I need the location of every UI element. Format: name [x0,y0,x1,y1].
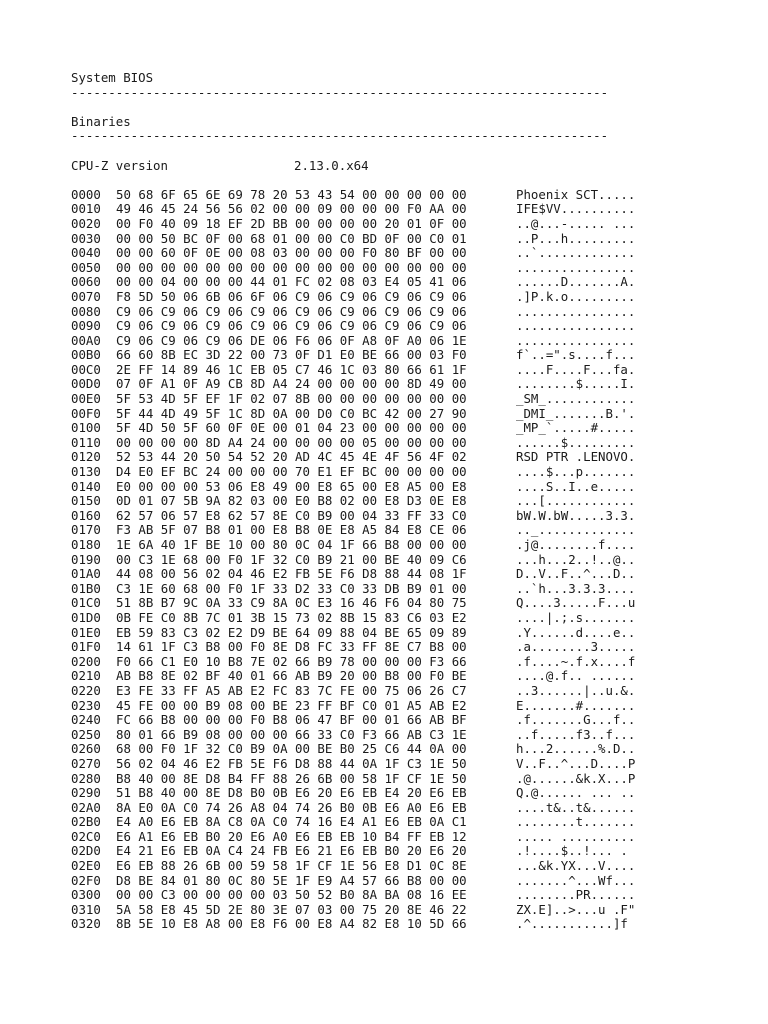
hex-ascii: ..`h...3.3.3.... [516,580,636,596]
hex-address: 0090 [71,318,101,334]
hex-ascii: _MP_`.....#..... [516,420,636,436]
hexdump-row [71,655,711,670]
hexdump-row [71,888,711,903]
hex-bytes: EB 59 83 C3 02 E2 D9 BE 64 09 88 04 BE 65 09 89 [116,624,467,640]
hexdump-row [71,917,711,932]
spacer [71,173,711,188]
hex-ascii: .f....~.f.x....f [516,653,636,669]
hex-address: 0310 [71,901,101,917]
hexdump-row [71,465,711,480]
hex-ascii: .......^...Wf... [516,872,636,888]
hexdump-block [71,188,711,932]
hex-ascii: ...&k.YX...V.... [516,858,636,874]
hex-bytes: E3 FE 33 FF A5 AB E2 FC 83 7C FE 00 75 06 26 C7 [116,682,467,698]
hexdump-row [71,494,711,509]
hex-bytes: 66 60 8B EC 3D 22 00 73 0F D1 E0 BE 66 00 03 F0 [116,347,467,363]
hex-ascii: ....@.f.. ...... [516,668,636,684]
hexdump-row [71,261,711,276]
hexdump-row [71,334,711,349]
hex-address: 02E0 [71,858,101,874]
hex-bytes: 51 B8 40 00 8E D8 B0 0B E6 20 E6 EB E4 20 E6 EB [116,785,467,801]
hex-address: 0220 [71,682,101,698]
hexdump-row [71,363,711,378]
hex-address: 0010 [71,201,101,217]
hex-address: 0000 [71,186,101,202]
hex-bytes: 45 FE 00 00 B9 08 00 BE 23 FF BF C0 01 A5 AB E2 [116,697,467,713]
hex-address: 0150 [71,493,101,509]
hexdump-row [71,684,711,699]
hex-ascii: .]P.k.o......... [516,288,636,304]
hex-bytes: 00 C3 1E 68 00 F0 1F 32 C0 B9 21 00 BE 40 09 C6 [116,551,467,567]
hex-ascii: ................ [516,318,636,334]
hex-address: 02A0 [71,799,101,815]
hex-ascii: ..3......|..u.&. [516,682,636,698]
version-row [71,159,711,174]
hex-bytes: 51 8B B7 9C 0A 33 C9 8A 0C E3 16 46 F6 04 80 75 [116,595,467,611]
hexdump-row [71,611,711,626]
hex-ascii: ..`............. [516,245,636,261]
hex-address: 01A0 [71,566,101,582]
hexdump-row [71,582,711,597]
hex-address: 01D0 [71,609,101,625]
hex-ascii: ZX.E]..>...u .F" [516,901,636,917]
hex-address: 0130 [71,464,101,480]
hex-address: 02D0 [71,843,101,859]
hex-ascii: ....F....F...fa. [516,361,636,377]
hex-address: 02F0 [71,872,101,888]
hexdump-row [71,596,711,611]
hexdump-row [71,523,711,538]
hex-bytes: 00 00 50 BC 0F 00 68 01 00 00 C0 BD 0F 00 C0 01 [116,230,467,246]
hex-address: 0260 [71,741,101,757]
hex-bytes: B8 40 00 8E D8 B4 FF 88 26 6B 00 58 1F CF 1E 50 [116,770,467,786]
hexdump-row [71,626,711,641]
hexdump-row [71,553,711,568]
hex-address: 0060 [71,274,101,290]
hex-bytes: 80 01 66 B9 08 00 00 00 66 33 C0 F3 66 AB C3 1E [116,726,467,742]
hex-ascii: .j@........f.... [516,537,636,552]
hexdump-row [71,450,711,465]
hex-bytes: 5A 58 E8 45 5D 2E 80 3E 07 03 00 75 20 8E 46 22 [116,901,467,917]
hex-ascii: ......D.......A. [516,274,636,290]
hex-bytes: D4 E0 EF BC 24 00 00 00 70 E1 EF BC 00 00 00 00 [116,464,467,480]
hex-bytes: E4 A0 E6 EB 8A C8 0A C0 74 16 E4 A1 E6 EB 0A C1 [116,814,467,830]
hex-address: 00C0 [71,361,101,377]
hex-address: 00A0 [71,332,101,348]
hex-bytes: D8 BE 84 01 80 0C 80 5E 1F E9 A4 57 66 B8 00 00 [116,872,467,888]
hexdump-row [71,217,711,232]
hexdump-row [71,305,711,320]
hex-bytes: F8 5D 50 06 6B 06 6F 06 C9 06 C9 06 C9 06 C9 06 [116,288,467,304]
hexdump-row [71,246,711,261]
hexdump-row [71,436,711,451]
hex-bytes: E6 A1 E6 EB B0 20 E6 A0 E6 EB EB 10 B4 FF EB 12 [116,828,467,844]
hex-ascii: ...h...2..!..@.. [516,551,636,567]
hex-bytes: 0D 01 07 5B 9A 82 03 00 E0 B8 02 00 E8 D3 0E E8 [116,493,467,509]
bios-report-document [71,71,711,932]
hex-ascii: .f.......G...f.. [516,712,636,728]
hex-bytes: 62 57 06 57 E8 62 57 8E C0 B9 00 04 33 FF 33 C0 [116,507,467,523]
hex-bytes: 0B FE C0 8B 7C 01 3B 15 73 02 8B 15 83 C6 03 E2 [116,609,467,625]
hexdump-row [71,742,711,757]
subsection-separator: ------------------------------------------------------------------------ [71,129,609,144]
hexdump-row [71,421,711,436]
hexdump-row [71,377,711,392]
hex-ascii: _SM_............ [516,391,636,407]
hex-address: 00E0 [71,391,101,407]
hexdump-row [71,757,711,772]
spacer [71,100,711,115]
hex-ascii: Q....3.....F...u [516,595,636,611]
hex-bytes: C3 1E 60 68 00 F0 1F 33 D2 33 C0 33 DB B9 01 00 [116,580,467,596]
hex-address: 02B0 [71,814,101,830]
hex-ascii: ....t&..t&...... [516,799,636,815]
hexdump-row [71,348,711,363]
hex-bytes: C9 06 C9 06 C9 06 C9 06 C9 06 C9 06 C9 06 C9 06 [116,303,467,319]
hex-address: 0160 [71,507,101,523]
hex-address: 00D0 [71,376,101,392]
hex-address: 0270 [71,755,101,771]
hexdump-row [71,290,711,305]
hex-ascii: ................ [516,303,636,319]
hex-ascii: V..F..^...D....P [516,755,636,771]
hexdump-row [71,640,711,655]
hex-address: 0320 [71,916,101,932]
hex-address: 0190 [71,551,101,567]
hexdump-row [71,903,711,918]
hex-ascii: ....S..I..e..... [516,478,636,494]
hex-bytes: 00 F0 40 09 18 EF 2D BB 00 00 00 00 20 01 0F 00 [116,215,467,231]
hex-ascii: ..... .......... [516,828,636,844]
hex-address: 0300 [71,887,101,903]
hex-bytes: C9 06 C9 06 C9 06 DE 06 F6 06 0F A8 0F A0 06 1E [116,332,467,348]
hex-bytes: 14 61 1F C3 B8 00 F0 8E D8 FC 33 FF 8E C7 B8 00 [116,639,467,655]
hex-bytes: 1E 6A 40 1F BE 10 00 80 0C 04 1F 66 B8 00 00 00 [116,537,467,552]
hex-ascii: Phoenix SCT..... [516,186,636,202]
hexdump-row [71,713,711,728]
hex-address: 0020 [71,215,101,231]
hex-address: 0140 [71,478,101,494]
hexdump-row [71,232,711,247]
hex-ascii: ........PR...... [516,887,636,903]
hex-address: 0080 [71,303,101,319]
hex-bytes: C9 06 C9 06 C9 06 C9 06 C9 06 C9 06 C9 06 C9 06 [116,318,467,334]
hex-address: 0280 [71,770,101,786]
hex-bytes: FC 66 B8 00 00 00 F0 B8 06 47 BF 00 01 66 AB BF [116,712,467,728]
hex-bytes: 52 53 44 20 50 54 52 20 AD 4C 45 4E 4F 56 4F 02 [116,449,467,465]
hex-address: 0030 [71,230,101,246]
hex-bytes: 00 00 60 0F 0E 00 08 03 00 00 00 F0 80 BF 00 00 [116,245,467,261]
hex-address: 01E0 [71,624,101,640]
hex-ascii: ..f.....f3..f... [516,726,636,742]
hex-bytes: E4 21 E6 EB 0A C4 24 FB E6 21 E6 EB B0 20 E6 20 [116,843,467,859]
hex-ascii: .._............. [516,522,636,538]
hex-address: 0210 [71,668,101,684]
hex-bytes: 8B 5E 10 E8 A8 00 E8 F6 00 E8 A4 82 E8 10 5D 66 [116,916,467,932]
hexdump-row [71,728,711,743]
hex-ascii: E.......#....... [516,697,636,713]
hex-bytes: 2E FF 14 89 46 1C EB 05 C7 46 1C 03 80 66 61 1F [116,361,467,377]
hexdump-row [71,509,711,524]
hexdump-row [71,844,711,859]
hexdump-row [71,786,711,801]
hex-address: 00F0 [71,405,101,421]
hex-ascii: ........$.....I. [516,376,636,392]
hex-address: 0290 [71,785,101,801]
hex-bytes: 49 46 45 24 56 56 02 00 00 09 00 00 00 F0 AA 00 [116,201,467,217]
hex-address: 0180 [71,537,101,552]
version-label: CPU-Z version [71,157,168,173]
hex-address: 0110 [71,434,101,450]
hex-ascii: D..V..F..^...D.. [516,566,636,582]
hexdump-row [71,392,711,407]
hex-address: 01C0 [71,595,101,611]
hex-ascii: ......$......... [516,434,636,450]
hex-bytes: F3 AB 5F 07 B8 01 00 E8 B8 0E E8 A5 84 E8 CE 06 [116,522,467,538]
hex-bytes: 00 00 04 00 00 00 44 01 FC 02 08 03 E4 05 41 06 [116,274,467,290]
hex-bytes: 5F 44 4D 49 5F 1C 8D 0A 00 D0 C0 BC 42 00 27 90 [116,405,467,421]
hex-ascii: _DMI_.......B.'. [516,405,636,421]
hex-bytes: 5F 4D 50 5F 60 0F 0E 00 01 04 23 00 00 00 00 00 [116,420,467,436]
hex-bytes: 68 00 F0 1F 32 C0 B9 0A 00 BE B0 25 C6 44 0A 00 [116,741,467,757]
hex-address: 0170 [71,522,101,538]
hex-ascii: .^...........]f [516,916,628,932]
hex-bytes: E0 00 00 00 53 06 E8 49 00 E8 65 00 E8 A5 00 E8 [116,478,467,494]
hex-bytes: 07 0F A1 0F A9 CB 8D A4 24 00 00 00 00 8D 49 00 [116,376,467,392]
hex-address: 01F0 [71,639,101,655]
hex-bytes: 00 00 00 00 8D A4 24 00 00 00 00 05 00 00 00 00 [116,434,467,450]
hex-ascii: ..@...-..... ... [516,215,636,231]
hex-bytes: E6 EB 88 26 6B 00 59 58 1F CF 1E 56 E8 D1 0C 8E [116,858,467,874]
hex-address: 0250 [71,726,101,742]
hexdump-row [71,874,711,889]
version-value: 2.13.0.x64 [294,157,369,173]
hex-ascii: ........t....... [516,814,636,830]
hex-ascii: ................ [516,332,636,348]
hexdump-row [71,567,711,582]
hexdump-row [71,319,711,334]
subsection-title: Binaries [71,113,131,129]
hex-address: 0100 [71,420,101,436]
hex-bytes: 44 08 00 56 02 04 46 E2 FB 5E F6 D8 88 44 08 1F [116,566,467,582]
hex-bytes: AB B8 8E 02 BF 40 01 66 AB B9 20 00 B8 00 F0 BE [116,668,467,684]
hexdump-row [71,801,711,816]
hexdump-row [71,699,711,714]
hex-ascii: RSD PTR .LENOVO. [516,449,636,465]
hexdump-row [71,669,711,684]
section-separator: ------------------------------------------------------------------------ [71,85,609,100]
hexdump-row [71,772,711,787]
hex-address: 00B0 [71,347,101,363]
hexdump-row [71,815,711,830]
hex-address: 0120 [71,449,101,465]
hex-ascii: h...2......%.D.. [516,741,636,757]
hex-address: 0240 [71,712,101,728]
hex-address: 0200 [71,653,101,669]
spacer [71,144,711,159]
hex-ascii: .!....$..!... . [516,843,636,859]
hexdump-row [71,202,711,217]
hexdump-row [71,407,711,422]
hex-ascii: .Y......d....e.. [516,624,636,640]
hexdump-row [71,859,711,874]
hexdump-row [71,830,711,845]
hexdump-row [71,275,711,290]
section-title: System BIOS [71,70,154,85]
hex-ascii: .@......&k.X...P [516,770,636,786]
hex-address: 0050 [71,259,101,275]
hex-ascii: ....|.;.s....... [516,609,636,625]
hex-bytes: 56 02 04 46 E2 FB 5E F6 D8 88 44 0A 1F C3 1E 50 [116,755,467,771]
hex-ascii: Q.@...... ... .. [516,785,636,801]
hex-bytes: F0 66 C1 E0 10 B8 7E 02 66 B9 78 00 00 00 F3 66 [116,653,467,669]
hex-bytes: 50 68 6F 65 6E 69 78 20 53 43 54 00 00 00 00 00 [116,186,467,202]
hex-address: 01B0 [71,580,101,596]
hex-bytes: 8A E0 0A C0 74 26 A8 04 74 26 B0 0B E6 A0 E6 EB [116,799,467,815]
hex-ascii: ..P...h......... [516,230,636,246]
hex-address: 0230 [71,697,101,713]
hex-address: 0070 [71,288,101,304]
hex-ascii: IFE$VV.......... [516,201,636,217]
hexdump-row [71,480,711,495]
hexdump-row [71,188,711,203]
hex-ascii: ................ [516,259,636,275]
hex-bytes: 00 00 00 00 00 00 00 00 00 00 00 00 00 00 00 00 [116,259,467,275]
hex-ascii: ...[............ [516,493,636,509]
hex-ascii: bW.W.bW.....3.3. [516,507,636,523]
hex-address: 02C0 [71,828,101,844]
hex-ascii: f`..=".s....f... [516,347,636,363]
hex-bytes: 00 00 C3 00 00 00 00 03 50 52 B0 8A BA 08 16 EE [116,887,467,903]
hex-ascii: .a........3..... [516,639,636,655]
hex-ascii: ....$...p....... [516,464,636,480]
hex-bytes: 5F 53 4D 5F EF 1F 02 07 8B 00 00 00 00 00 00 00 [116,391,467,407]
hex-address: 0040 [71,245,101,261]
hexdump-row [71,538,711,553]
